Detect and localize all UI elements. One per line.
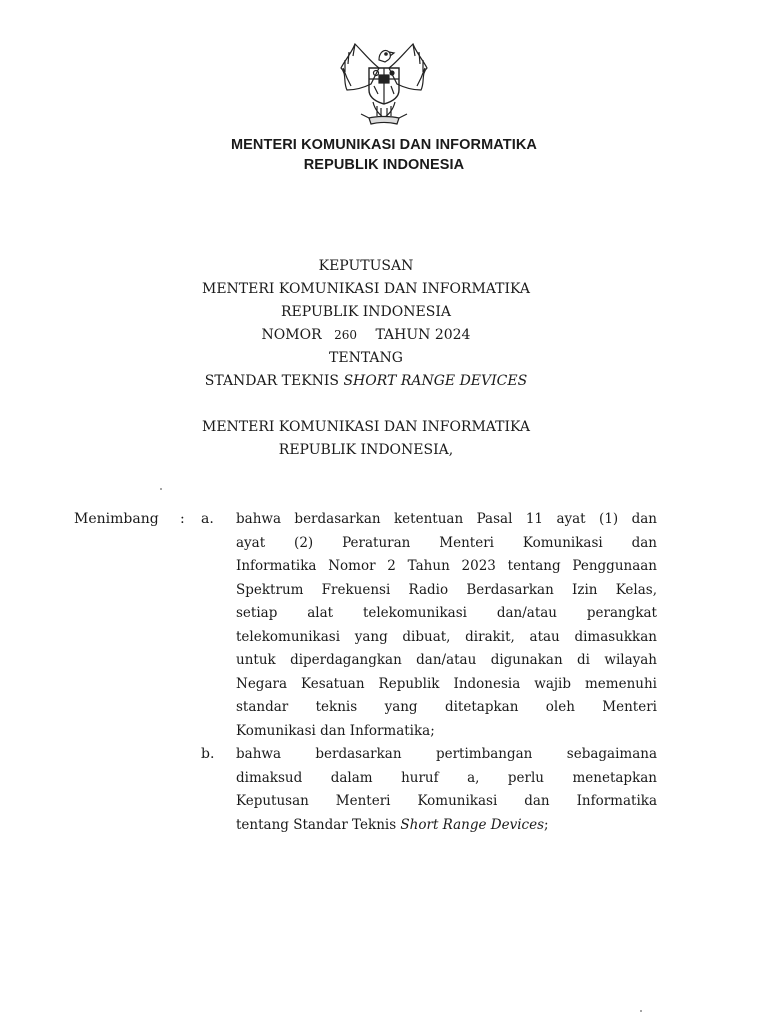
item-a-line: Spektrum Frekuensi Radio Berdasarkan Izin Kelas, [236, 581, 657, 598]
item-a-marker: a. [201, 511, 214, 527]
decree-subject-prefix: STANDAR TEKNIS [204, 373, 344, 389]
item-a-line: setiap alat telekomunikasi dan/atau perangkat [236, 605, 657, 621]
letterhead [0, 135, 768, 175]
menimbang-label: Menimbang [74, 511, 159, 527]
item-a-text [236, 508, 657, 743]
item-b-italic-term: Short Range Devices [400, 816, 545, 833]
letterhead-country: REPUBLIK INDONESIA [303, 157, 465, 173]
nomor-label: NOMOR [261, 327, 322, 343]
item-a-line: untuk diperdagangkan dan/atau digunakan di wilayah [236, 652, 657, 668]
decree-issuer-line1: MENTERI KOMUNIKASI DAN INFORMATIKA [201, 281, 531, 297]
preamble-line2: REPUBLIK INDONESIA, [278, 442, 454, 458]
item-a-line: telekomunikasi yang dibuat, dirakit, atau dimasukkan [236, 628, 657, 645]
nomor-value: 260 [334, 328, 357, 342]
letterhead-ministry: MENTERI KOMUNIKASI DAN INFORMATIKA [230, 137, 537, 153]
item-b-line: bahwa berdasarkan pertimbangan sebagaimana [236, 746, 657, 762]
scan-speck [640, 1010, 642, 1012]
preamble-block [0, 416, 732, 462]
item-a-line: standar teknis yang ditetapkan oleh Menteri [236, 699, 657, 715]
decree-type: KEPUTUSAN [318, 258, 414, 274]
decree-number-line [0, 324, 732, 347]
item-b-last-line [236, 814, 657, 838]
item-a-line: Informatika Nomor 2 Tahun 2023 tentang Penggunaan [236, 558, 657, 574]
item-b-suffix: ; [544, 816, 549, 833]
item-b-line: Keputusan Menteri Komunikasi dan Informatika [236, 793, 657, 809]
decree-issuer-line2: REPUBLIK INDONESIA [281, 304, 451, 320]
menimbang-colon: : [180, 511, 185, 527]
decree-subject [0, 370, 732, 393]
item-a-line: Negara Kesatuan Republik Indonesia wajib memenuhi [236, 675, 657, 692]
preamble-line1: MENTERI KOMUNIKASI DAN INFORMATIKA [201, 419, 531, 435]
item-b-text [236, 743, 657, 837]
item-a-line: bahwa berdasarkan ketentuan Pasal 11 ayat (1) dan [236, 511, 657, 527]
decree-title-block [0, 255, 732, 393]
garuda-emblem-icon [333, 38, 435, 130]
item-a-line: ayat (2) Peraturan Menteri Komunikasi dan [236, 534, 657, 551]
item-b-line: tentang Standar Teknis [236, 816, 401, 833]
tahun-label: TAHUN 2024 [375, 327, 471, 343]
item-b-line: dimaksud dalam huruf a, perlu menetapkan [236, 769, 657, 786]
scan-speck [160, 488, 162, 490]
item-b-marker: b. [201, 746, 215, 762]
item-a-line: Komunikasi dan Informatika; [236, 722, 435, 739]
decree-tentang: TENTANG [329, 350, 403, 366]
decree-subject-italic: SHORT RANGE DEVICES [343, 373, 528, 389]
